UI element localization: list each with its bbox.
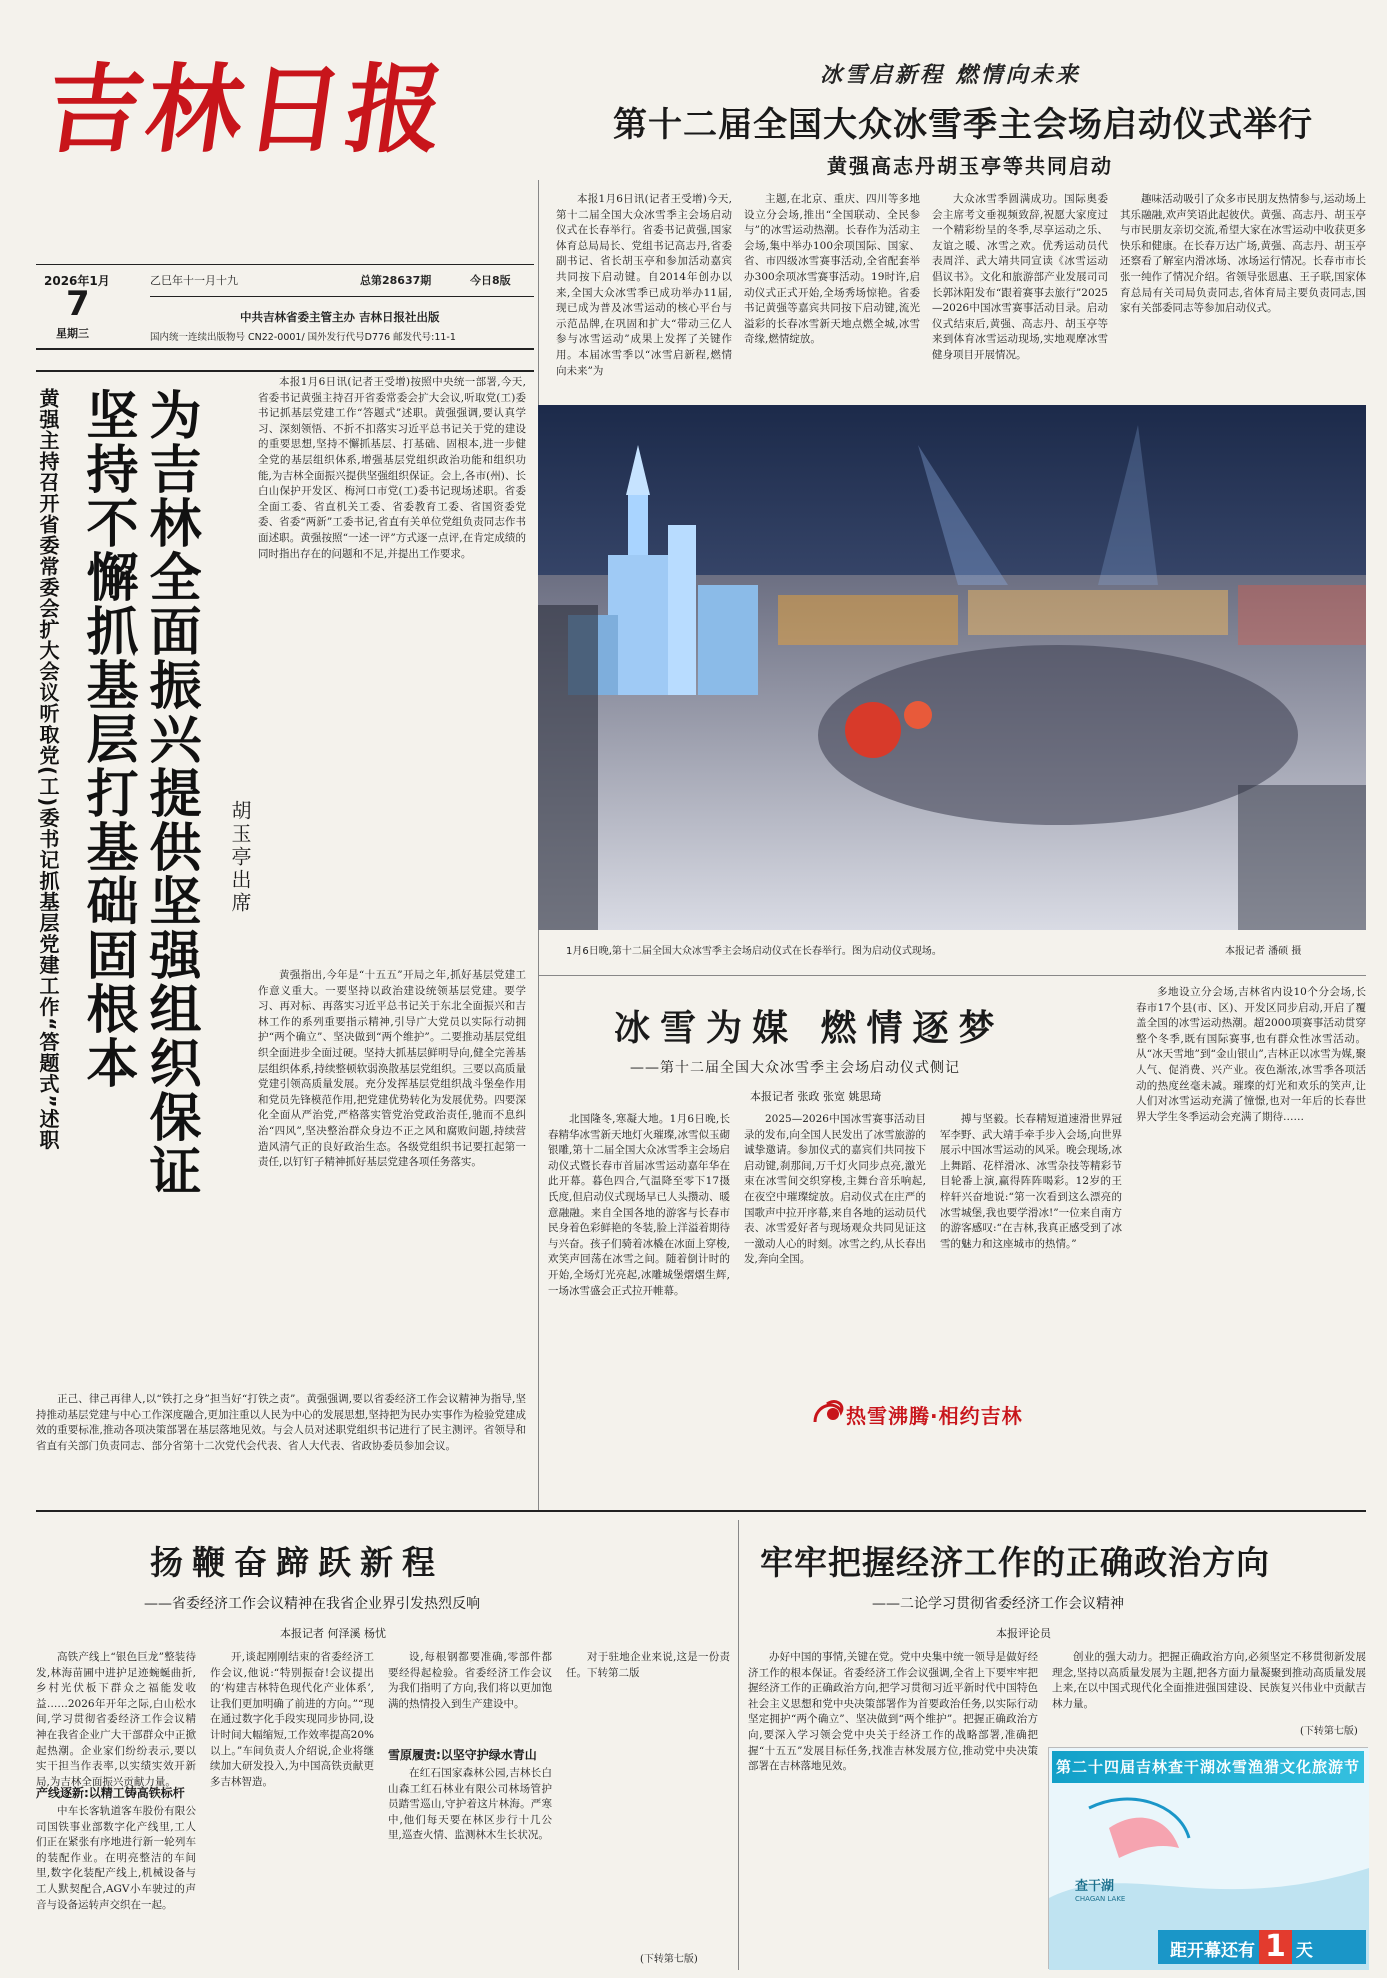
lead-top-rule xyxy=(36,370,534,372)
ad-title: 第二十四届吉林查干湖冰雪渔猎文化旅游节 xyxy=(1052,1751,1364,1783)
feature-col4: 多地设立分会场,吉林省内设10个分会场,长春市17个县(市、区)、开发区同步启动,开启了覆盖全国的冰雪运动热潮。超2000项赛事活动贯穿整个冬季,既有国际赛事,也有群众性冰雪活动。从“冰天雪地”到“金山银山”,吉林正以冰雪为媒,聚人气、促消费、兴产业。夜色渐浓,冰雪季各项活动的热度丝毫未减。璀璨的灯光和欢乐的笑声,让人们对冰雪运动充满了憧憬,也对一年后的长春世界大学生冬季运动会充满了期待…… xyxy=(1136,986,1366,1123)
countdown-prefix: 距开幕还有 xyxy=(1170,1941,1255,1961)
lead-headline-2: 坚持不懈抓基层打基础固根本 xyxy=(77,388,137,1090)
issue-date: 2026年1月 xyxy=(44,274,110,288)
ice-festival-photo xyxy=(538,405,1366,930)
lead-body-3: 正己、律己再律人,以“铁打之身”担当好“打铁之责”。黄强强调,要以省委经济工作会议精神为指导,坚持推动基层党建与中心工作深度融合,更加注重以人民为中心的发展思想,坚持把为民办实事作为检验党建成效的重要标准,推动各项决策部署在基层落地见效。与会人员对述职党组织书记进行了民主测评。省领导和省直有关部门负责同志、部分省第十二次党代会代表、省人大代表、省政协委员参加会议。 xyxy=(36,1393,526,1452)
ad-logo-en: CHAGAN LAKE xyxy=(1075,1895,1126,1903)
publisher-line: 中共吉林省委主管主办 吉林日报社出版 xyxy=(240,310,440,324)
countdown-days: 1 xyxy=(1259,1930,1292,1964)
bottom-right-jump: (下转第七版) xyxy=(1300,1726,1358,1737)
feature-title: 冰雪为媒 燃情逐梦 xyxy=(614,1007,1005,1049)
feature-col3: 搏与坚毅。长春精短道速滑世界冠军李野、武大靖手牵手步入会场,向世界展示中国冰雪运动的风采。晚会现场,冰上舞蹈、花样滑冰、冰雪杂技等精彩节目轮番上演,赢得阵阵喝彩。12岁的王梓轩兴奋地说:“第一次看到这么漂亮的冰雪城堡,我也要学滑冰!”一位来自南方的游客感叹:“在吉林,我真正感受到了冰雪的魅力和这座城市的热情。” xyxy=(940,1113,1122,1250)
bottom-right-subtitle: ——二论学习贯彻省委经济工作会议精神 xyxy=(872,1596,1124,1612)
page-count: 今日8版 xyxy=(470,274,511,287)
bottom-right-title: 牢牢把握经济工作的正确政治方向 xyxy=(760,1543,1270,1582)
bottom-left-title: 扬鞭奋蹄跃新程 xyxy=(150,1543,444,1582)
feature-col1: 北国隆冬,寒凝大地。1月6日晚,长春精华冰雪新天地灯火璀璨,冰雪似玉砌银雕,第十二届全国大众冰雪季主会场启动仪式暨长春市首届冰雪运动嘉年华在此开幕。暮色四合,气温降至零下17摄氏度,但启动仪式现场早已人头攒动、暖意融融。来自全国各地的游客与长春市民身着色彩鲜艳的冬装,脸上洋溢着期待与兴奋。孩子们骑着冰橇在冰面上穿梭,欢笑声回荡在冰雪之间。随着倒计时的开始,全场灯光亮起,冰雕城堡熠熠生辉,一场冰雪盛会正式拉开帷幕。 xyxy=(548,1113,730,1297)
masthead-divider xyxy=(36,264,534,265)
lead-subhead: 黄强主持召开省委常委会扩大会议听取党(工)委书记抓基层党建工作“答题式”述职 xyxy=(36,388,60,1151)
bottom-left-byline: 本报记者 何泽溪 杨忧 xyxy=(280,1627,386,1640)
bottom-left-subtitle: ——省委经济工作会议精神在我省企业界引发热烈反响 xyxy=(144,1596,480,1612)
top-story-col4: 趣味活动吸引了众多市民朋友热情参与,运动场上其乐融融,欢声笑语此起彼伏。黄强、高志丹、胡玉亭与市民朋友亲切交流,希望大家在冰雪运动中收获更多快乐和健康。在长春万达广场,黄强、高志丹、胡玉亭还察看了解室内滑冰场、冰场运行情况。长春市市长张一纯作了情况介绍。省领导张恩惠、王子联,国家体育总局有关司局负责同志,省体育局主要负责同志,国家有关部委同志等参加启动仪式。 xyxy=(1120,193,1366,315)
top-story-kicker: 冰雪启新程 燃情向未来 xyxy=(820,62,1081,88)
top-story-subhead: 黄强高志丹胡玉亭等共同启动 xyxy=(827,154,1113,178)
bottom-right-byline: 本报评论员 xyxy=(996,1627,1051,1640)
lead-body-2: 黄强指出,今年是“十五五”开局之年,抓好基层党建工作意义重大。一要坚持以政治建设统领基层党建。要学习、再对标、再落实习近平总书记关于东北全面振兴和吉林工作的系列重要指示精神,引导广大党员以实际行动拥护“两个确立”、坚决做到“两个维护”。二要推动基层党组织全面进步全面过硬。坚持大抓基层鲜明导向,健全完善基层组织体系,持续整顿软弱涣散基层党组织。三要以高质量党建引领高质量发展。充分发挥基层党组织战斗堡垒作用和党员先锋模范作用,把党建优势转化为发展优势。四要深化全面从严治党,严格落实管党治党政治责任,驰而不息纠治“四风”,坚决整治群众身边不正之风和腐败问题,持续营造风清气正的良好政治生态。各级党组织书记要扛起第一责任,以钉钉子精神抓好基层党建各项任务落实。 xyxy=(258,969,526,1169)
publication-codes: 国内统一连续出版物号 CN22-0001/ 国外发行代号D776 邮发代号:11-1 xyxy=(150,332,456,343)
top-story-headline: 第十二届全国大众冰雪季主会场启动仪式举行 xyxy=(613,105,1313,145)
bottom-left-col3: 设,每根钢都要准确,零部件都要经得起检验。省委经济工作会议为我们指明了方向,我们将以更加饱满的热情投入到生产建设中。 xyxy=(388,1651,552,1710)
photo-caption: 1月6日晚,第十二届全国大众冰雪季主会场启动仪式在长春举行。图为启动仪式现场。 xyxy=(566,946,942,957)
bottom-column-divider xyxy=(738,1520,739,1970)
bottom-left-col2: 开,谈起刚刚结束的省委经济工作会议,他说:“特别振奋!会议提出的‘构建吉林特色现代化产业体系’,让我们更加明确了前进的方向。”“现在通过数字化手段实现同步协同,设计时间大幅缩短,工作效率提高20%以上。”车间负责人介绍说,企业将继续加大研发投入,为中国高铁贡献更多吉林智造。 xyxy=(210,1651,374,1788)
feature-col2: 2025—2026中国冰雪赛事活动目录的发布,向全国人民发出了冰雪旅游的诚挚邀请。参加仪式的嘉宾们共同按下启动键,刹那间,万千灯火同步点亮,激光束在冰雪间交织穿梭,主舞台音乐响起,在夜空中璀璨绽放。启动仪式在庄严的国歌声中拉开序幕,来自各地的运动员代表、冰雪爱好者与现场观众共同见证这一激动人心的时刻。冰雪之约,从长春出发,奔向全国。 xyxy=(744,1113,926,1266)
newspaper-logo: 吉林日报 xyxy=(39,53,455,166)
bottom-right-col2: 创业的强大动力。把握正确政治方向,必须坚定不移贯彻新发展理念,坚持以高质量发展为主题,把各方面力量凝聚到推动高质量发展上来,在以中国式现代化全面推进强国建设、民族复兴伟业中贡献吉林力量。 xyxy=(1052,1651,1366,1710)
masthead-divider-2 xyxy=(150,296,534,297)
photo-illustration xyxy=(538,405,1366,930)
bottom-right-col1: 办好中国的事情,关键在党。党中央集中统一领导是做好经济工作的根本保证。省委经济工作会议强调,全省上下要牢牢把握经济工作的正确政治方向,把学习贯彻习近平新时代中国特色社会主义思想和党中央决策部署作为首要政治任务,以实际行动坚定拥护“两个确立”、坚决做到“两个维护”。把握正确政治方向,要深入学习领会党中央关于经济工作的战略部署,准确把握“十五五”发展目标任务,找准吉林发展方位,推动党中央决策部署在吉林落地见效。 xyxy=(748,1651,1038,1773)
issue-day: 7 xyxy=(66,284,90,324)
feature-subtitle: ——第十二届全国大众冰雪季主会场启动仪式侧记 xyxy=(630,1060,960,1076)
bottom-left-col1: 高铁产线上“银色巨龙”整装待发,林海苗圃中进护足迹蜿蜒曲折,乡村光伏板下群众之福能发收益……2026年开年之际,白山松水间,学习贯彻省委经济工作会议精神在我省企业广大干部群众中正掀起热潮。企业家们纷纷表示,要以实干担当作表率,以实绩实效开新局,为吉林全面振兴贡献力量。 xyxy=(36,1651,196,1788)
banner-slogan: 热雪沸腾·相约吉林 xyxy=(846,1404,1023,1428)
bottom-top-rule xyxy=(36,1510,1366,1512)
top-story-col1: 本报1月6日讯(记者王受增)今天,第十二届全国大众冰雪季主会场启动仪式在长春举行。省委书记黄强,国家体育总局局长、党组书记高志丹,省委副书记、省长胡玉亭和参加活动嘉宾共同按下启动键。自2014年创办以来,全国大众冰雪季已成功举办11届,现已成为普及冰雪运动的核心平台与示范品牌,在巩固和扩大“带动三亿人参与冰雪运动”成果上发挥了关键作用。本届冰雪季以“冰雪启新程,燃情向未来”为 xyxy=(556,193,732,377)
bottom-left-subheading-2: 雪原履责:以坚守护绿水青山 xyxy=(388,1748,537,1762)
masthead-bottom-rule xyxy=(36,348,534,350)
lunar-date: 乙巳年十一月十九 xyxy=(150,274,238,287)
lead-body-1: 本报1月6日讯(记者王受增)按照中央统一部署,今天,省委书记黄强主持召开省委常委会扩大会议,听取党(工)委书记抓基层党建工作“答题式”述职。黄强强调,要认真学习、深刻领悟、不折不扣落实习近平总书记关于党的建设的重要思想,坚持不懈抓基层、打基础、固根本,进一步健全党的基层组织体系,增强基层党组织政治功能和组织功能,为吉林全面振兴提供坚强组织保证。会上,各市(州)、长白山保护开发区、梅河口市党(工)委书记现场述职。省委全面工委、省直机关工委、省委教育工委、省国资委党委、省委“两新”工委书记,省直有关单位党组负责同志作书面述职。黄强按照“一述一评”方式逐一点评,在肯定成绩的同时指出存在的问题和不足,并提出工作要求。 xyxy=(258,376,526,560)
bottom-left-col3b: 在红石国家森林公园,吉林长白山森工红石林业有限公司林场管护员踏雪巡山,守护着这片林海。严寒中,他们每天要在林区步行十几公里,巡查火情、监测林木生长状况。 xyxy=(388,1767,552,1842)
bottom-left-subheading-1: 产线逐新:以精工铸高铁标杆 xyxy=(36,1786,185,1800)
issue-number: 总第28637期 xyxy=(360,274,432,287)
photo-credit: 本报记者 潘硕 摄 xyxy=(1225,946,1302,957)
bottom-left-jump: (下转第七版) xyxy=(640,1954,698,1965)
ad-logo: 查干湖 xyxy=(1075,1879,1115,1894)
lead-byline: 胡玉亭出席 xyxy=(228,800,252,915)
issue-weekday: 星期三 xyxy=(56,327,89,340)
feature-top-rule xyxy=(538,975,1366,976)
bottom-left-col1b: 中车长客轨道客车股份有限公司国铁事业部数字化产线里,工人们正在紧张有序地进行新一轮列车的装配作业。在明亮整洁的车间里,数字化装配产线上,机械设备与工人默契配合,AGV小车驶过的声音与设备运转声交织在一起。 xyxy=(36,1805,196,1911)
lead-headline-1: 为吉林全面振兴提供坚强组织保证 xyxy=(140,388,200,1198)
feature-byline: 本报记者 张政 张宽 姚思琦 xyxy=(750,1090,882,1103)
countdown-suffix: 天 xyxy=(1295,1941,1313,1961)
top-story-col3: 大众冰雪季圆满成功。国际奥委会主席考文垂视频致辞,祝愿大家度过一个精彩纷呈的冬季,尽享运动之乐、友谊之暖、冰雪之欢。优秀运动员代表周洋、武大靖共同宣读《冰雪运动倡议书》。文化和旅游部产业发展司司长郭沐阳发布“跟着赛事去旅行”2025—2026中国冰雪赛事活动目录。启动仪式结束后,黄强、高志丹、胡玉亭等来到体育冰雪运动现场,实地观摩冰雪健身项目开展情况。 xyxy=(932,193,1108,361)
ad-countdown xyxy=(1158,1930,1366,1964)
bottom-left-col4: 对于驻地企业来说,这是一份责任。下转第二版 xyxy=(566,1651,730,1679)
top-story-col2: 主题,在北京、重庆、四川等多地设立分会场,推出“全国联动、全民参与”的冰雪运动热潮。长春作为活动主会场,集中举办100余项国际、国家、省、市四级冰雪赛事活动,全省配套举办300余项冰雪赛事活动。19时许,启动仪式正式开始,全场秀场惊艳。省委书记黄强等嘉宾共同按下启动键,流光溢彩的长春冰雪新天地点燃全城,冰雪奇缘,燃情绽放。 xyxy=(744,193,920,346)
